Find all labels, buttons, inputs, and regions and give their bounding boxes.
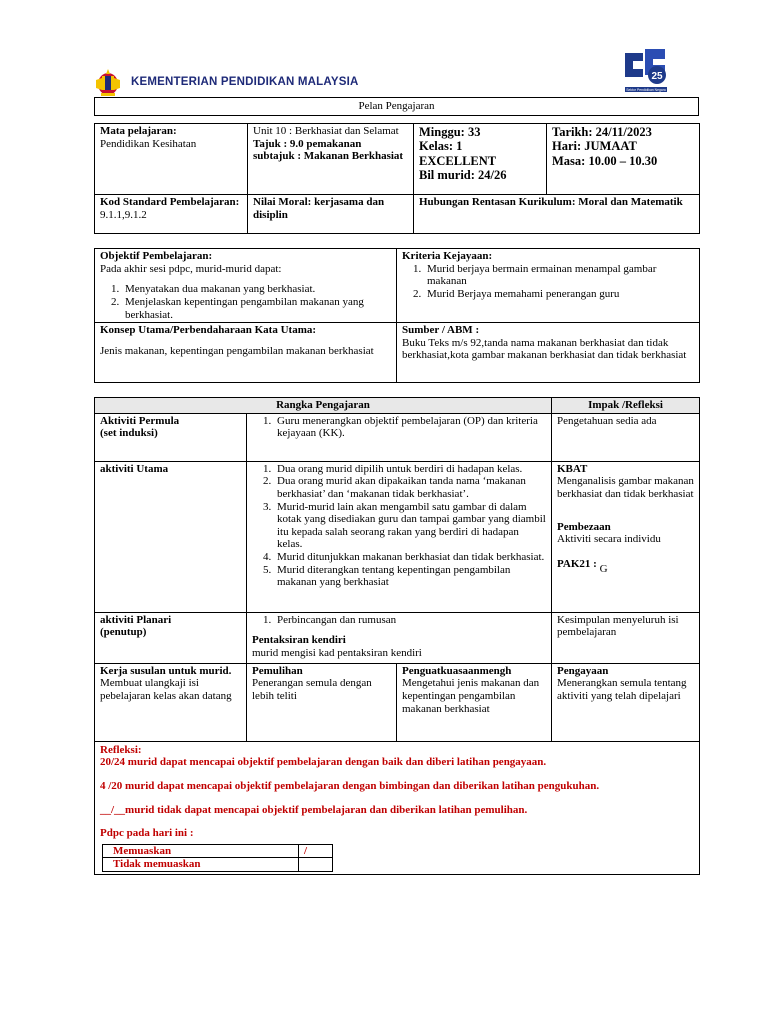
kod-cell bbox=[95, 195, 248, 234]
pemulihan-heading: Pemulihan bbox=[252, 664, 303, 677]
coat-of-arms-icon bbox=[93, 68, 123, 98]
masa-text: Masa: 10.00 – 10.30 bbox=[552, 153, 658, 168]
refleksi-heading: Refleksi: bbox=[100, 743, 142, 756]
anniversary-logo-icon bbox=[621, 43, 669, 95]
pengayaan-cell bbox=[552, 663, 700, 741]
tarikh-text: Tarikh: 24/11/2023 bbox=[552, 125, 652, 139]
criteria-heading: Kriteria Kejayaan: bbox=[402, 250, 493, 262]
planari-sub: (penutup) bbox=[100, 626, 147, 639]
refleksi-line-2: 4 /20 murid dapat mencapai objektif pembelajaran dengan bimbingan dan diberikan latihan pengukuhan. bbox=[100, 779, 600, 792]
bil-murid-text: Bil murid: 24/26 bbox=[419, 168, 507, 183]
permula-content bbox=[247, 413, 552, 461]
tidak-memuaskan-mark[interactable] bbox=[299, 858, 333, 872]
objectives-heading: Objektif Pembelajaran: bbox=[100, 250, 213, 262]
list-item: 2. Menjelaskan kepentingan pengambilan makanan yang berkhasiat. bbox=[122, 296, 391, 321]
pengukuhan-cell bbox=[397, 663, 552, 741]
pentaksiran-heading: Pentaksiran kendiri bbox=[252, 634, 346, 647]
document-header bbox=[93, 68, 698, 98]
kbat-heading: KBAT bbox=[557, 462, 588, 475]
date-cell bbox=[547, 124, 700, 195]
refleksi-line-1: 20/24 murid dapat mencapai objektif pembelajaran dengan baik dan diberi latihan pengayaan. bbox=[100, 756, 547, 769]
subtajuk-text: subtajuk : Makanan Berkhasiat bbox=[253, 150, 404, 163]
kod-value: 9.1.1,9.1.2 bbox=[100, 208, 147, 221]
refleksi-line-3: __/__murid tidak dapat mencapai objektif pembelajaran dan diberikan latihan pemulihan. bbox=[100, 803, 528, 816]
logo-caption: Sektor Pendidikan Negara bbox=[626, 88, 666, 92]
sumber-cell bbox=[397, 323, 700, 383]
minggu-text: Minggu: 33 bbox=[419, 125, 481, 139]
konsep-cell bbox=[95, 323, 397, 383]
permula-sub: (set induksi) bbox=[100, 427, 158, 440]
list-item: 1. Menyatakan dua makanan yang berkhasiat. bbox=[122, 283, 391, 296]
list-item: 2. Dua orang murid akan dipakaikan tanda nama ‘makanan berkhasiat’ dan ‘makanan tidak berkhasiat’. bbox=[274, 475, 546, 500]
list-item: 1. Perbincangan dan rumusan bbox=[274, 614, 546, 627]
pengayaan-text: Menerangkan semula tentang aktiviti yang telah dipelajari bbox=[557, 677, 687, 702]
info-table bbox=[94, 123, 700, 234]
permula-title: Aktiviti Permula bbox=[100, 414, 180, 427]
pak21-label: PAK21 : bbox=[557, 557, 597, 570]
list-item: 5. Murid diterangkan tentang kepentingan pengambilan makanan yang berkhasiat bbox=[274, 564, 546, 589]
kelas-name: EXCELLENT bbox=[419, 153, 497, 168]
objectives-list bbox=[100, 283, 391, 321]
rangka-heading: Rangka Pengajaran bbox=[95, 398, 552, 414]
pembezaan-heading: Pembezaan bbox=[557, 520, 611, 533]
ministry-name: KEMENTERIAN PENDIDIKAN MALAYSIA bbox=[131, 76, 359, 88]
utama-content bbox=[247, 461, 552, 612]
kelas-text: Kelas: 1 bbox=[419, 139, 463, 154]
planari-title: aktiviti Planari bbox=[100, 613, 172, 626]
tidak-memuaskan-label: Tidak memuaskan bbox=[103, 858, 299, 872]
pdpc-table bbox=[102, 844, 333, 872]
title-table bbox=[94, 97, 699, 116]
list-item: 1. Dua orang murid dipilih untuk berdiri di hadapan kelas. bbox=[274, 463, 546, 476]
impak-heading: Impak /Refleksi bbox=[552, 398, 700, 414]
objectives-cell bbox=[95, 249, 397, 323]
permula-list bbox=[252, 415, 546, 440]
subject-label: Mata pelajaran: bbox=[100, 125, 177, 137]
pengukuhan-text: Mengetahui jenis makanan dan kepentingan pengambilan makanan berkhasiat bbox=[402, 677, 540, 715]
memuaskan-mark[interactable]: / bbox=[299, 844, 333, 858]
konsep-text: Jenis makanan, kepentingan pengambilan makanan berkhasiat bbox=[100, 344, 374, 357]
permula-impak: Pengetahuan sedia ada bbox=[552, 413, 700, 461]
list-item: 3. Murid-murid lain akan mengambil satu gambar di dalam kotak yang disediakan guru dan tampai gambar yang diambil itu kepada salah seorang rakan yang berdiri di hadapan kelas. bbox=[274, 501, 546, 552]
pembezaan-text: Aktiviti secara individu bbox=[557, 533, 661, 546]
criteria-list bbox=[402, 263, 694, 301]
utama-title: aktiviti Utama bbox=[95, 461, 247, 612]
pengayaan-heading: Pengayaan bbox=[557, 664, 609, 677]
objectives-table bbox=[94, 248, 700, 383]
class-cell bbox=[414, 124, 547, 195]
hubungan-text: Hubungan Rentasan Kurikulum: Moral dan Matematik bbox=[414, 195, 700, 234]
planari-list bbox=[252, 614, 546, 627]
planari-content bbox=[247, 612, 552, 663]
susulan-title: Kerja susulan untuk murid. bbox=[100, 664, 232, 677]
pengukuhan-heading: Penguatkuasaanmengh bbox=[402, 664, 512, 677]
utama-impak bbox=[552, 461, 700, 612]
logo-number: 25 bbox=[651, 71, 663, 82]
kod-label: Kod Standard Pembelajaran: bbox=[100, 196, 240, 208]
pemulihan-text: Penerangan semula dengan lebih teliti bbox=[252, 677, 372, 702]
memuaskan-label: Memuaskan bbox=[103, 844, 299, 858]
page-title: Pelan Pengajaran bbox=[95, 98, 699, 116]
planari-impak: Kesimpulan menyeluruh isi pembelajaran bbox=[552, 612, 700, 663]
unit-text: Unit 10 : Berkhasiat dan Selamat bbox=[253, 125, 399, 137]
refleksi-cell bbox=[95, 741, 700, 874]
list-item: 1. Guru menerangkan objektif pembelajaran (OP) dan kriteria kejayaan (KK). bbox=[274, 415, 546, 440]
pdpc-label: Pdpc pada hari ini : bbox=[100, 827, 194, 840]
list-item: 4. Murid ditunjukkan makanan berkhasiat dan tidak berkhasiat. bbox=[274, 551, 546, 564]
planari-cell bbox=[95, 612, 247, 663]
susulan-cell bbox=[95, 663, 247, 741]
unit-cell bbox=[248, 124, 414, 195]
list-item: 2. Murid Berjaya memahami penerangan guru bbox=[424, 288, 694, 301]
list-item: 1. Murid berjaya bermain ermainan menampal gambar makanan bbox=[424, 263, 694, 288]
konsep-heading: Konsep Utama/Perbendaharaan Kata Utama: bbox=[100, 324, 317, 337]
subject-value: Pendidikan Kesihatan bbox=[100, 137, 197, 150]
subject-cell bbox=[95, 124, 248, 195]
utama-list bbox=[252, 463, 546, 589]
susulan-text: Membuat ulangkaji isi pebelajaran kelas akan datang bbox=[100, 677, 232, 702]
pentaksiran-text: murid mengisi kad pentaksiran kendiri bbox=[252, 646, 422, 659]
objectives-intro: Pada akhir sesi pdpc, murid-murid dapat: bbox=[100, 262, 282, 275]
nilai-moral-text: Nilai Moral: kerjasama dan disiplin bbox=[248, 195, 414, 234]
hari-text: Hari: JUMAAT bbox=[552, 139, 637, 154]
tajuk-text: Tajuk : 9.0 pemakanan bbox=[253, 137, 362, 150]
pak21-value: G bbox=[599, 562, 608, 575]
permula-cell bbox=[95, 413, 247, 461]
sumber-heading: Sumber / ABM : bbox=[402, 324, 480, 337]
pemulihan-cell bbox=[247, 663, 397, 741]
criteria-cell bbox=[397, 249, 700, 323]
sumber-text: Buku Teks m/s 92,tanda nama makanan berkhasiat dan tidak berkhasiat,kota gambar makanan berkhasiat dan tidak berkhasiat bbox=[402, 336, 687, 362]
kbat-text: Menganalisis gambar makanan berkhasiat dan tidak berkhasiat bbox=[557, 475, 694, 500]
rangka-table bbox=[94, 397, 700, 875]
